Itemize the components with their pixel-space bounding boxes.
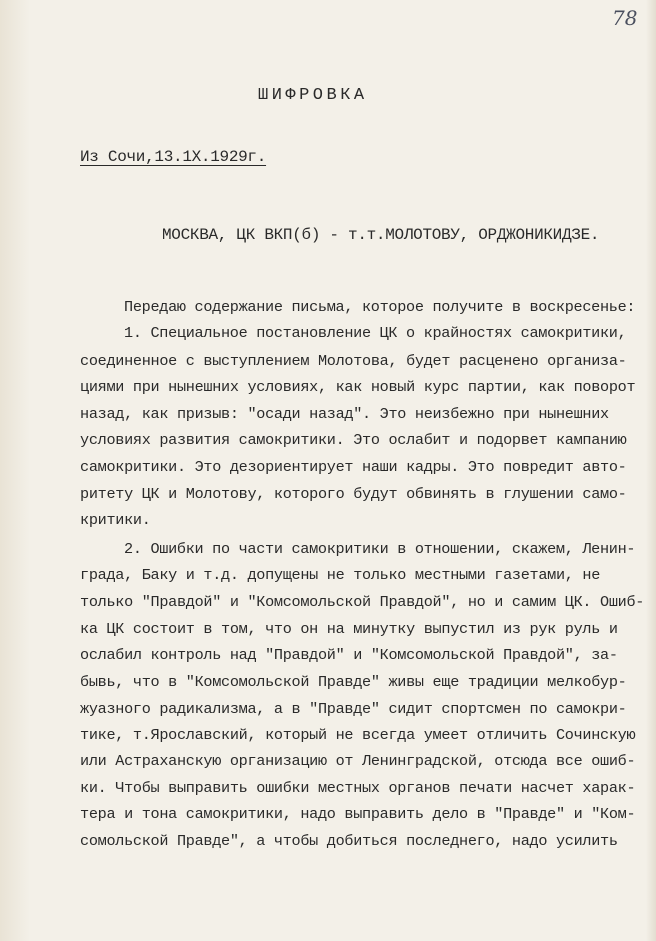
body-line-14: ослабил контроль над "Правдой" и "Комсомольской Правдой", за- [80, 646, 618, 664]
body-line-1: Передаю содержание письма, которое получите в воскресенье: [124, 298, 636, 316]
body-line-9: критики. [80, 511, 151, 529]
body-line-2: 1. Специальное постановление ЦК о крайностях самокритики, [124, 324, 627, 342]
body-line-4: циями при нынешних условиях, как новый курс партии, как поворот [80, 378, 636, 396]
body-line-6: условиях развития самокритики. Это ослабит и подорвет кампанию [80, 431, 627, 449]
body-line-3: соединенное с выступлением Молотова, будет расценено организа- [80, 352, 627, 370]
body-line-16: жуазного радикализма, а в "Правде" сидит спортсмен по самокри- [80, 700, 627, 718]
paper-stain [0, 0, 30, 941]
origin-line: Из Сочи,13.1X.1929г. [80, 148, 267, 166]
body-line-8: ритету ЦК и Молотову, которого будут обвинять в глушении само- [80, 485, 627, 503]
document-title: ШИФРОВКА [258, 86, 368, 105]
body-line-20: тера и тона самокритики, надо выправить дело в "Правде" и "Ком- [80, 805, 636, 823]
body-line-13: ка ЦК состоит в том, что он на минутку выпустил из рук руль и [80, 620, 618, 638]
body-line-12: только "Правдой" и "Комсомольской Правдой", но и самим ЦК. Ошиб- [80, 593, 645, 611]
body-line-5: назад, как призыв: "осади назад". Это неизбежно при нынешних [80, 405, 609, 423]
body-line-21: сомольской Правде", а чтобы добиться последнего, надо усилить [80, 832, 618, 850]
body-line-18: или Астраханскую организацию от Ленинградской, отсюда все ошиб- [80, 752, 636, 770]
recipient-line: МОСКВА, ЦК ВКП(б) - т.т.МОЛОТОВУ, ОРДЖОНИКИДЗЕ. [162, 226, 600, 244]
body-line-11: града, Баку и т.д. допущены не только местными газетами, не [80, 566, 601, 584]
body-line-10: 2. Ошибки по части самокритики в отношении, скажем, Ленин- [124, 540, 636, 558]
body-line-15: бывь, что в "Комсомольской Правде" живы еще традиции мелкобур- [80, 673, 627, 691]
body-line-17: тике, т.Ярославский, который не всегда умеет отличить Сочинскую [80, 726, 636, 744]
body-line-19: ки. Чтобы выправить ошибки местных органов печати насчет харак- [80, 779, 636, 797]
paper-edge [646, 0, 656, 941]
body-line-7: самокритики. Это дезориентирует наши кадры. Это повредит авто- [80, 458, 627, 476]
handwritten-page-number: 78 [612, 6, 638, 30]
